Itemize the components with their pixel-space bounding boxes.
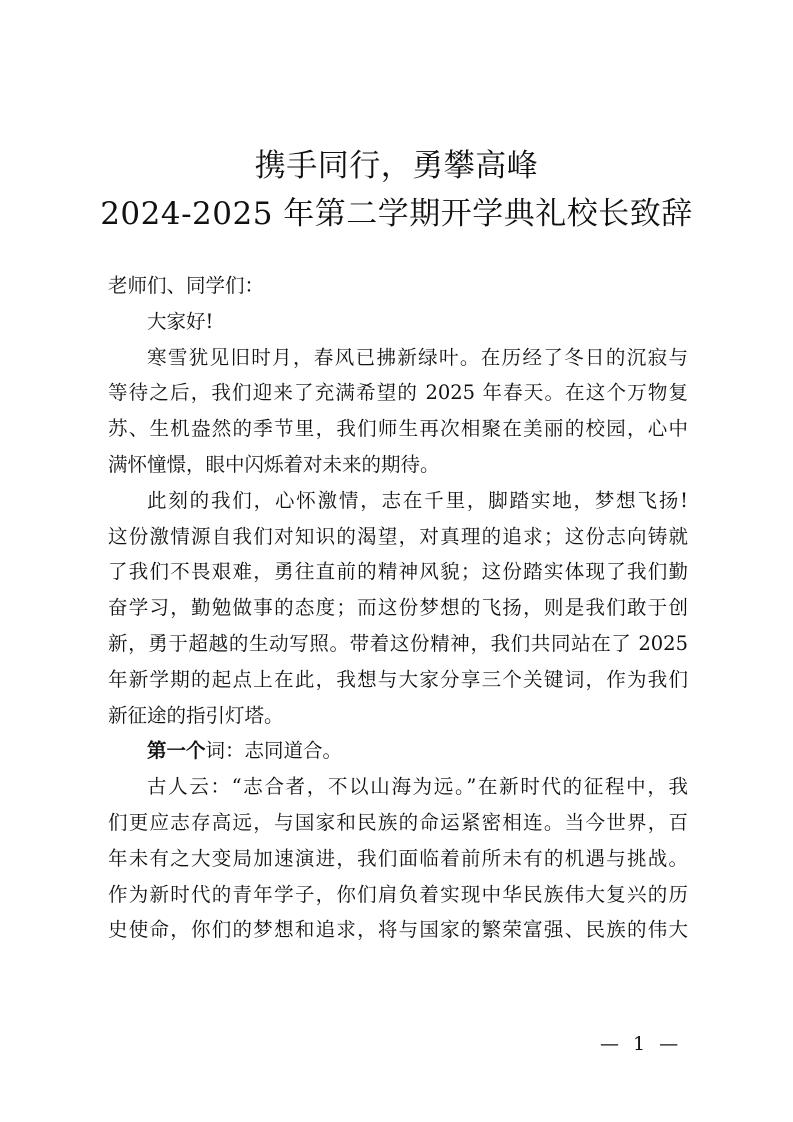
title-line-1: 携手同行，勇攀高峰: [254, 148, 539, 184]
paragraph-line: 作为新时代的青年学子，你们肩负着实现中华民族伟大复兴的历: [108, 882, 688, 906]
paragraph-line: 此刻的我们，心怀激情，志在千里，脚踏实地，梦想飞扬!: [147, 488, 688, 512]
paragraph-line: 们更应志存高远，与国家和民族的命运紧密相连。当今世界，百: [108, 810, 688, 834]
salutation: 老师们、同学们：: [108, 274, 265, 297]
greeting: 大家好!: [147, 309, 214, 333]
keyword-1-lead: 第一个: [147, 739, 206, 763]
paragraph-line: 新征途的指引灯塔。: [108, 703, 284, 727]
paragraph-1: [108, 340, 688, 483]
paragraph-line: 寒雪犹见旧时月，春风已拂新绿叶。在历经了冬日的沉寂与: [147, 345, 688, 369]
speech-body: [108, 268, 688, 948]
paragraph-line: 奋学习，勤勉做事的态度；而这份梦想的飞扬，则是我们敢于创: [108, 596, 688, 620]
paragraph-line: 了我们不畏艰难，勇往直前的精神风貌；这份踏实体现了我们勤: [108, 560, 688, 584]
keyword-1-text: 词：志同道合。: [205, 739, 343, 763]
paragraph-2: [108, 483, 688, 734]
title-line-2: 2024-2025 年第二学期开学典礼校长致辞: [100, 196, 693, 232]
paragraph-line: 年未有之大变局加速演进，我们面临着前所未有的机遇与挑战。: [108, 846, 688, 870]
paragraph-line: 史使命，你们的梦想和追求，将与国家的繁荣富强、民族的伟大: [108, 918, 688, 942]
paragraph-line: 满怀憧憬，眼中闪烁着对未来的期待。: [108, 452, 440, 476]
paragraph-line: 古人云：“志合者，不以山海为远。”在新时代的征程中，我: [147, 775, 688, 799]
paragraph-line: 苏、生机盎然的季节里，我们师生再次相聚在美丽的校园，心中: [108, 417, 688, 441]
paragraph-line: 新，勇于超越的生动写照。带着这份精神，我们共同站在了 2025: [108, 631, 688, 655]
paragraph-line: 这份激情源自我们对知识的渴望，对真理的追求；这份志向铸就: [108, 524, 688, 548]
page-number: — 1 —: [600, 1033, 683, 1055]
keyword-1-heading: [108, 733, 688, 769]
document-title: [0, 142, 793, 238]
paragraph-3: [108, 769, 688, 948]
paragraph-line: 年新学期的起点上在此，我想与大家分享三个关键词，作为我们: [108, 667, 688, 691]
paragraph-line: 等待之后，我们迎来了充满希望的 2025 年春天。在这个万物复: [108, 381, 688, 405]
